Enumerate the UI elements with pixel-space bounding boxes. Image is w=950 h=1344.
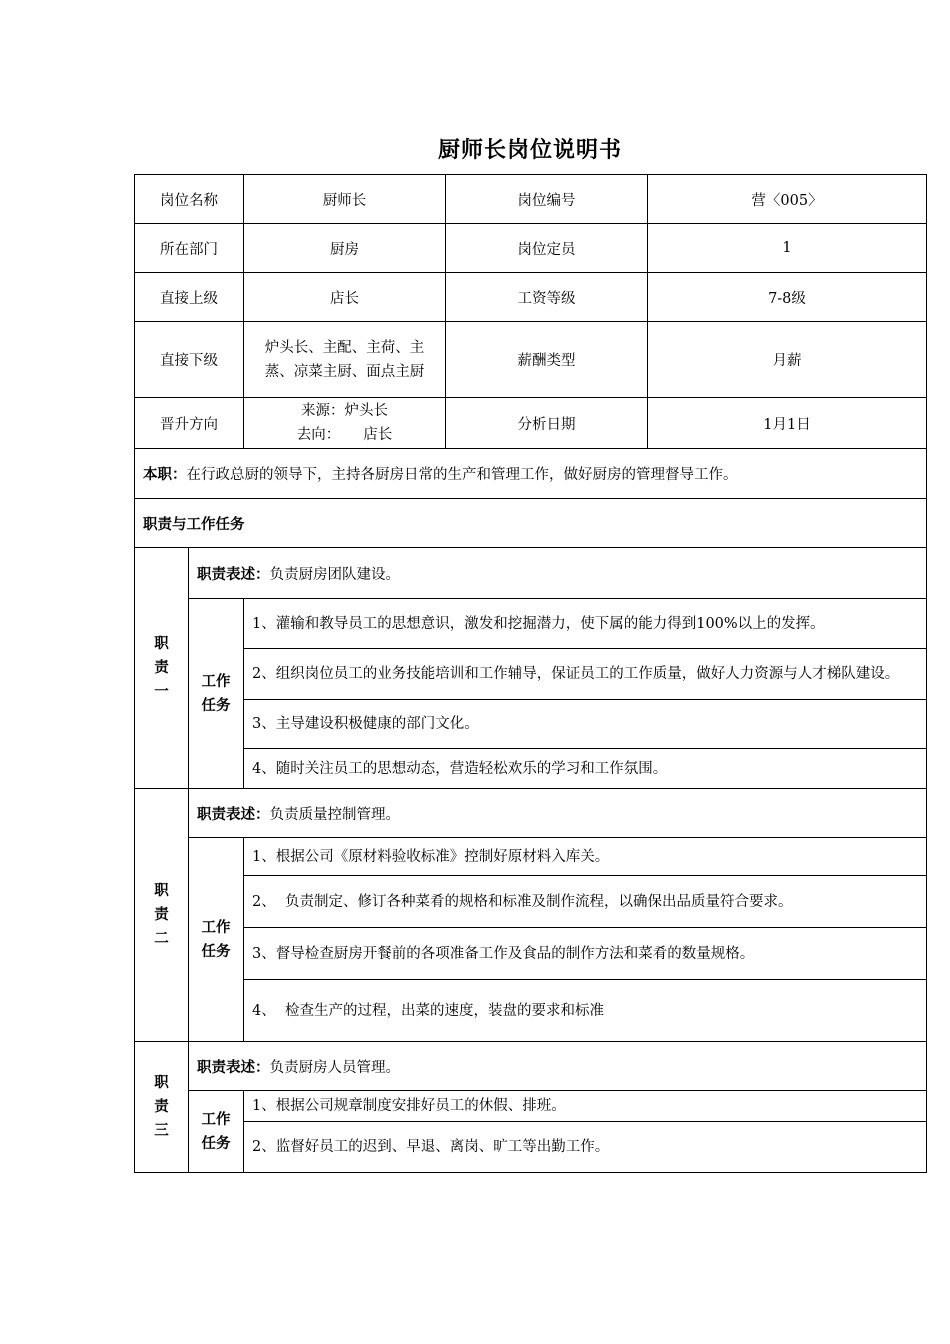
summary-label: 本职： [143,467,187,483]
duty-desc-row [135,548,927,599]
subordinates-line: 蒸、凉菜主厨、面点主厨 [264,363,425,380]
pay-type-value: 月薪 [648,322,927,398]
duty-desc-row [135,1042,927,1091]
task-row [135,749,927,789]
promotion-to: 去向： 店长 [296,427,393,443]
duty-name-char: 责 [154,660,169,676]
task-item: 3、督导检查厨房开餐前的各项准备工作及食品的制作方法和菜肴的数量规格。 [244,928,927,980]
position-name-label: 岗位名称 [135,175,244,224]
task-row [135,876,927,928]
duties-heading: 职责与工作任务 [135,499,927,548]
duty-name-char: 二 [154,931,169,947]
salary-grade-label: 工资等级 [446,273,648,322]
task-item: 2、监督好员工的迟到、早退、离岗、旷工等出勤工作。 [244,1122,927,1173]
info-row [135,273,927,322]
duty-name-char: 职 [154,883,169,899]
promotion-from: 来源：炉头长 [301,403,388,419]
duty-description [189,789,927,838]
promotion-value [244,398,446,449]
task-row [135,1091,927,1122]
summary-text: 在行政总厨的领导下，主持各厨房日常的生产和管理工作，做好厨房的管理督导工作。 [186,467,738,483]
info-row [135,175,927,224]
task-item: 1、灌输和教导员工的思想意识，激发和挖掘潜力，使下属的能力得到100%以上的发挥。 [244,599,927,649]
info-row [135,322,927,398]
headcount-label: 岗位定员 [446,224,648,273]
position-code-value: 营〈005〉 [648,175,927,224]
task-label-line: 任务 [201,943,231,960]
task-item: 4、 检查生产的过程，出菜的速度，装盘的要求和标准 [244,980,927,1042]
subordinates-value [244,322,446,398]
task-label-line: 任务 [201,1135,231,1152]
task-item: 1、根据公司《原材料验收标准》控制好原材料入库关。 [244,838,927,876]
analysis-date-label: 分析日期 [446,398,648,449]
subordinates-line: 炉头长、主配、主荷、主 [264,339,425,356]
document-title: 厨师长岗位说明书 [437,138,622,163]
pay-type-label: 薪酬类型 [446,322,648,398]
department-value: 厨房 [244,224,446,273]
task-label-line: 任务 [201,697,231,714]
duty-name [135,548,189,789]
duty-description [189,1042,927,1091]
task-row [135,649,927,700]
task-row [135,599,927,649]
duty-desc-row [135,789,927,838]
task-label-line: 工作 [201,673,231,690]
summary-cell [135,449,927,499]
task-label [189,1091,244,1173]
headcount-value: 1 [648,224,927,273]
task-row [135,838,927,876]
duty-desc-text: 负责质量控制管理。 [269,806,400,823]
job-description-table [134,174,927,1173]
task-row [135,928,927,980]
superior-value: 店长 [244,273,446,322]
superior-label: 直接上级 [135,273,244,322]
task-row [135,1122,927,1173]
task-item: 4、随时关注员工的思想动态，营造轻松欢乐的学习和工作氛围。 [244,749,927,789]
task-item: 1、根据公司规章制度安排好员工的休假、排班。 [244,1091,927,1122]
duty-name-char: 三 [154,1123,169,1139]
task-label [189,838,244,1042]
task-item: 2、 负责制定、修订各种菜肴的规格和标准及制作流程，以确保出品质量符合要求。 [244,876,927,928]
duty-desc-text: 负责厨房人员管理。 [269,1059,400,1076]
duty-name-char: 责 [154,1099,169,1115]
duty-desc-label: 职责表述： [197,1059,270,1076]
duty-name-char: 职 [154,1075,169,1091]
task-row [135,700,927,749]
info-row [135,398,927,449]
position-code-label: 岗位编号 [446,175,648,224]
department-label: 所在部门 [135,224,244,273]
position-name-value: 厨师长 [244,175,446,224]
subordinates-label: 直接下级 [135,322,244,398]
duty-desc-label: 职责表述： [197,806,270,823]
analysis-date-value: 1月1日 [648,398,927,449]
task-label-line: 工作 [201,919,231,936]
duty-name [135,1042,189,1173]
duty-desc-label: 职责表述： [197,566,270,583]
task-item: 2、组织岗位员工的业务技能培训和工作辅导，保证员工的工作质量，做好人力资源与人才梯队建设。 [244,649,927,700]
task-row [135,980,927,1042]
summary-row [135,449,927,499]
salary-grade-value: 7-8级 [648,273,927,322]
duty-description [189,548,927,599]
duty-name-char: 责 [154,907,169,923]
info-row [135,224,927,273]
duty-desc-text: 负责厨房团队建设。 [269,566,400,583]
task-label-line: 工作 [201,1111,231,1128]
task-item: 3、主导建设积极健康的部门文化。 [244,700,927,749]
promotion-label: 晋升方向 [135,398,244,449]
task-label [189,599,244,789]
duty-name-char: 职 [154,636,169,652]
duty-name-char: 一 [154,684,169,700]
duties-heading-row [135,499,927,548]
duty-name [135,789,189,1042]
